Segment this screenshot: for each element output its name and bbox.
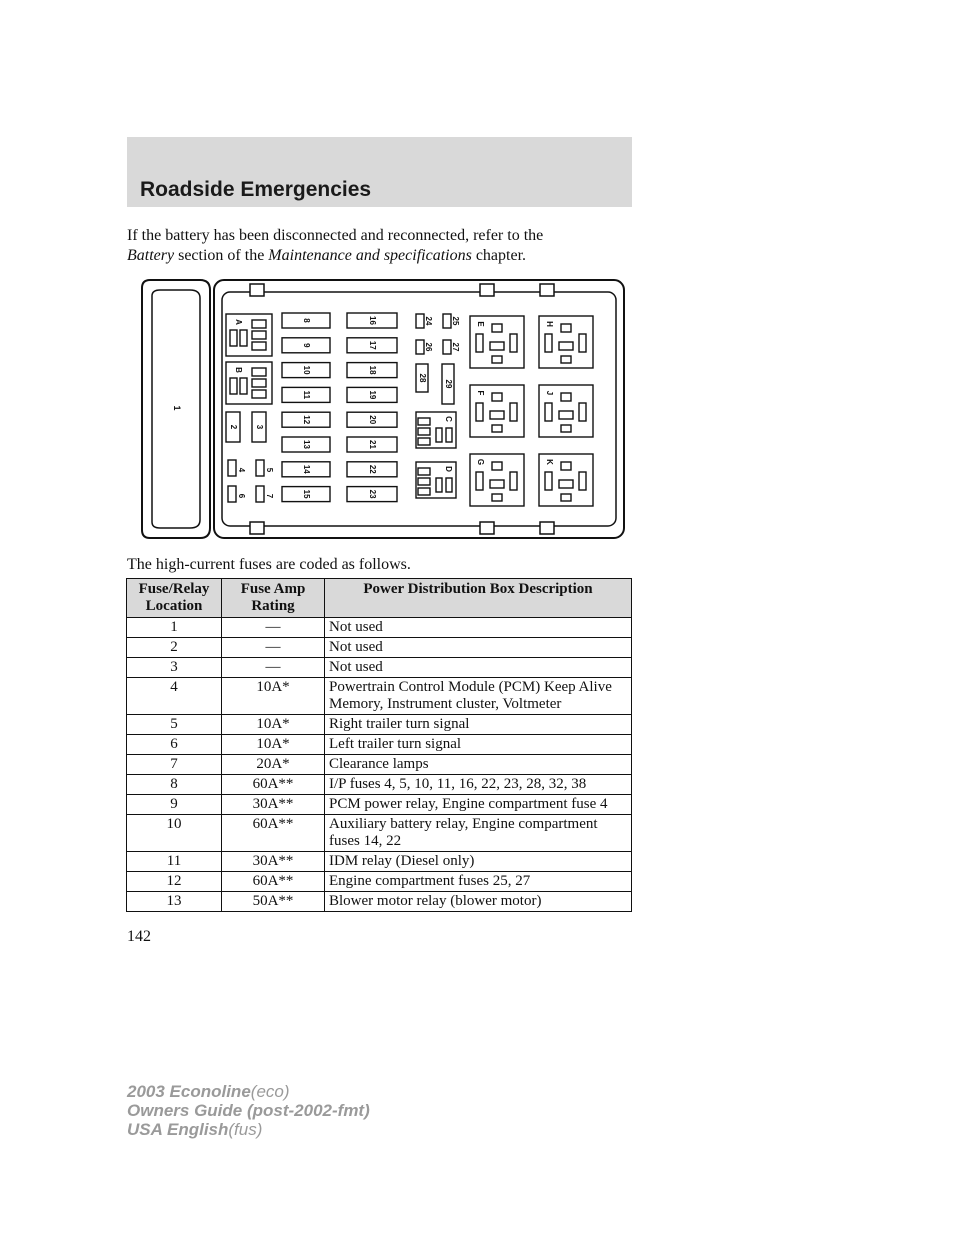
table-row — [127, 852, 632, 872]
table-header-row — [127, 579, 632, 618]
cell-location: 12 — [127, 872, 222, 892]
relay-pin — [492, 462, 502, 470]
cell-location: 3 — [127, 658, 222, 678]
fuse-label-26: 26 — [423, 342, 433, 352]
cell-description: Powertrain Control Module (PCM) Keep Alive Memory, Instrument cluster, Voltmeter — [325, 678, 632, 715]
fuse-label-8: 8 — [301, 318, 311, 323]
relay-pin — [561, 494, 571, 501]
relay-pin — [492, 425, 502, 432]
cell-description: Not used — [325, 658, 632, 678]
fuse-26 — [416, 340, 424, 354]
relay-pin — [240, 330, 247, 346]
relay-pin — [561, 324, 571, 332]
relay-pin — [561, 393, 571, 401]
footer — [127, 1082, 370, 1139]
cell-description: Engine compartment fuses 25, 27 — [325, 872, 632, 892]
cell-rating: 10A* — [222, 735, 325, 755]
cell-location: 10 — [127, 815, 222, 852]
fuse-label-10: 10 — [301, 365, 311, 375]
col-header-location: Fuse/Relay Location — [127, 579, 222, 618]
fuse-label-20: 20 — [367, 415, 377, 425]
intro-text-3: chapter. — [475, 247, 527, 264]
relay-pin — [418, 468, 430, 475]
relay-label-g: G — [475, 458, 485, 466]
relay-label-a: A — [233, 319, 243, 325]
cell-description: Clearance lamps — [325, 755, 632, 775]
intro-text-1: If the battery has been disconnected and reconnected, refer to the — [127, 227, 544, 244]
fuse-label-3: 3 — [254, 424, 264, 430]
cell-rating: 60A** — [222, 872, 325, 892]
cell-rating: — — [222, 658, 325, 678]
table-row — [127, 715, 632, 735]
tab — [250, 522, 264, 534]
table-row — [127, 658, 632, 678]
cell-rating: 30A** — [222, 795, 325, 815]
relay-pin — [476, 472, 483, 490]
relay-label-c: C — [443, 416, 453, 422]
relay-pin — [579, 403, 586, 421]
relay-pin — [418, 488, 430, 495]
relay-pin — [252, 331, 266, 339]
table-row — [127, 618, 632, 638]
relay-pin — [252, 368, 266, 376]
relay-pin — [492, 494, 502, 501]
cell-rating: — — [222, 618, 325, 638]
fuse-label-18: 18 — [367, 365, 377, 375]
fuse-label-14: 14 — [301, 464, 311, 474]
relay-label-f: F — [475, 390, 485, 396]
relay-pin — [252, 342, 266, 350]
relay-pin — [252, 390, 266, 398]
page-number: 142 — [127, 928, 151, 945]
fuse-27 — [443, 340, 451, 354]
fuse-box-diagram — [128, 278, 628, 540]
fuse-label-2: 2 — [228, 424, 238, 430]
relay-pin — [561, 425, 571, 432]
fuse-label-1: 1 — [172, 405, 182, 411]
fuse-table — [126, 578, 632, 912]
intro-battery-ref: Battery — [127, 247, 175, 264]
table-row — [127, 735, 632, 755]
col-header-description: Power Distribution Box Description — [325, 579, 632, 618]
cell-location: 13 — [127, 892, 222, 912]
fuse-24 — [416, 314, 424, 328]
fuse-label-11: 11 — [301, 390, 311, 400]
relay-label-d: D — [443, 466, 453, 472]
fuse-25 — [443, 314, 451, 328]
table-row — [127, 795, 632, 815]
relay-pin — [579, 334, 586, 352]
fuse-label-13: 13 — [301, 440, 311, 449]
relay-pin — [561, 462, 571, 470]
relay-pin — [559, 342, 573, 350]
tab — [250, 284, 264, 296]
relay-pin — [476, 334, 483, 352]
cell-description: Right trailer turn signal — [325, 715, 632, 735]
relay-pin — [492, 393, 502, 401]
intro-text-2: section of the — [178, 247, 265, 264]
cell-location: 4 — [127, 678, 222, 715]
fuse-label-25: 25 — [450, 316, 460, 326]
cell-rating: 10A* — [222, 678, 325, 715]
cell-location: 5 — [127, 715, 222, 735]
fuse-label-7: 7 — [264, 493, 274, 499]
fuse-6 — [228, 486, 236, 502]
relay-pin — [446, 478, 452, 492]
fuse-label-19: 19 — [367, 390, 377, 400]
fuse-label-15: 15 — [301, 489, 311, 499]
fuse-label-6: 6 — [236, 493, 246, 499]
relay-pin — [579, 472, 586, 490]
fuse-label-21: 21 — [367, 440, 377, 449]
fuse-label-4: 4 — [236, 467, 246, 473]
relay-pin — [545, 334, 552, 352]
cell-description: I/P fuses 4, 5, 10, 11, 16, 22, 23, 28, 32, 38 — [325, 775, 632, 795]
relay-pin — [490, 480, 504, 488]
cell-description: Not used — [325, 618, 632, 638]
relay-pin — [561, 356, 571, 363]
tab — [540, 522, 554, 534]
relay-pin — [252, 320, 266, 328]
cell-location: 9 — [127, 795, 222, 815]
fuse-4 — [228, 460, 236, 476]
intro-chapter-ref: Maintenance and specifications — [268, 247, 472, 264]
relay-pin — [559, 411, 573, 419]
cell-rating: 60A** — [222, 815, 325, 852]
relay-pin — [436, 428, 442, 442]
relay-pin — [436, 478, 442, 492]
relay-label-e: E — [475, 321, 485, 327]
relay-pin — [418, 438, 430, 445]
cell-description: PCM power relay, Engine compartment fuse 4 — [325, 795, 632, 815]
footer-language-code: (fus) — [228, 1120, 263, 1139]
cell-description: Blower motor relay (blower motor) — [325, 892, 632, 912]
relay-pin — [545, 403, 552, 421]
footer-model: 2003 Econoline — [127, 1082, 251, 1101]
cell-location: 7 — [127, 755, 222, 775]
relay-pin — [240, 378, 247, 394]
fuse-label-12: 12 — [301, 415, 311, 425]
tab — [480, 522, 494, 534]
table-caption: The high-current fuses are coded as follows. — [127, 556, 411, 573]
tab — [540, 284, 554, 296]
relay-pin — [476, 403, 483, 421]
fuse-label-5: 5 — [264, 467, 274, 473]
cell-location: 11 — [127, 852, 222, 872]
fuse-label-16: 16 — [367, 316, 377, 325]
table-row — [127, 775, 632, 795]
cell-rating: 50A** — [222, 892, 325, 912]
relay-pin — [492, 356, 502, 363]
table-row — [127, 678, 632, 715]
cell-location: 2 — [127, 638, 222, 658]
intro-paragraph — [127, 226, 632, 266]
cell-location: 6 — [127, 735, 222, 755]
table-row — [127, 755, 632, 775]
fuse-label-27: 27 — [450, 342, 460, 352]
cell-description: Auxiliary battery relay, Engine compartment fuses 14, 22 — [325, 815, 632, 852]
relay-label-k: K — [544, 459, 554, 465]
footer-guide: Owners Guide (post-2002-fmt) — [127, 1101, 370, 1120]
relay-label-h: H — [544, 321, 554, 327]
col-header-rating: Fuse Amp Rating — [222, 579, 325, 618]
relay-pin — [490, 342, 504, 350]
fuse-label-24: 24 — [423, 316, 433, 326]
footer-model-code: (eco) — [250, 1082, 290, 1101]
cell-rating: 30A** — [222, 852, 325, 872]
relay-pin — [418, 478, 430, 485]
relay-pin — [490, 411, 504, 419]
cell-rating: 20A* — [222, 755, 325, 775]
relay-pin — [492, 324, 502, 332]
fuse-label-23: 23 — [367, 489, 377, 499]
relay-pin — [510, 334, 517, 352]
fuse-label-22: 22 — [367, 464, 377, 474]
fuse-7 — [256, 486, 264, 502]
relay-pin — [545, 472, 552, 490]
cell-description: Not used — [325, 638, 632, 658]
cell-location: 8 — [127, 775, 222, 795]
cell-description: Left trailer turn signal — [325, 735, 632, 755]
relay-pin — [418, 428, 430, 435]
relay-pin — [446, 428, 452, 442]
footer-language: USA English — [127, 1120, 229, 1139]
table-row — [127, 638, 632, 658]
fuse-label-28: 28 — [417, 373, 427, 383]
relay-pin — [252, 379, 266, 387]
relay-pin — [510, 403, 517, 421]
relay-pin — [418, 418, 430, 425]
relay-label-b: B — [233, 367, 243, 373]
cell-rating: 10A* — [222, 715, 325, 735]
table-row — [127, 815, 632, 852]
cell-description: IDM relay (Diesel only) — [325, 852, 632, 872]
relay-pin — [559, 480, 573, 488]
table-row — [127, 872, 632, 892]
relay-pin — [230, 378, 237, 394]
cell-location: 1 — [127, 618, 222, 638]
fuse-5 — [256, 460, 264, 476]
cell-rating: — — [222, 638, 325, 658]
table-row — [127, 892, 632, 912]
tab — [480, 284, 494, 296]
cell-rating: 60A** — [222, 775, 325, 795]
relay-pin — [510, 472, 517, 490]
section-title: Roadside Emergencies — [140, 178, 372, 201]
fuse-label-17: 17 — [367, 340, 377, 350]
relay-pin — [230, 330, 237, 346]
fuse-label-29: 29 — [443, 379, 453, 389]
relay-label-j: J — [544, 390, 554, 396]
fuse-label-9: 9 — [301, 343, 311, 348]
